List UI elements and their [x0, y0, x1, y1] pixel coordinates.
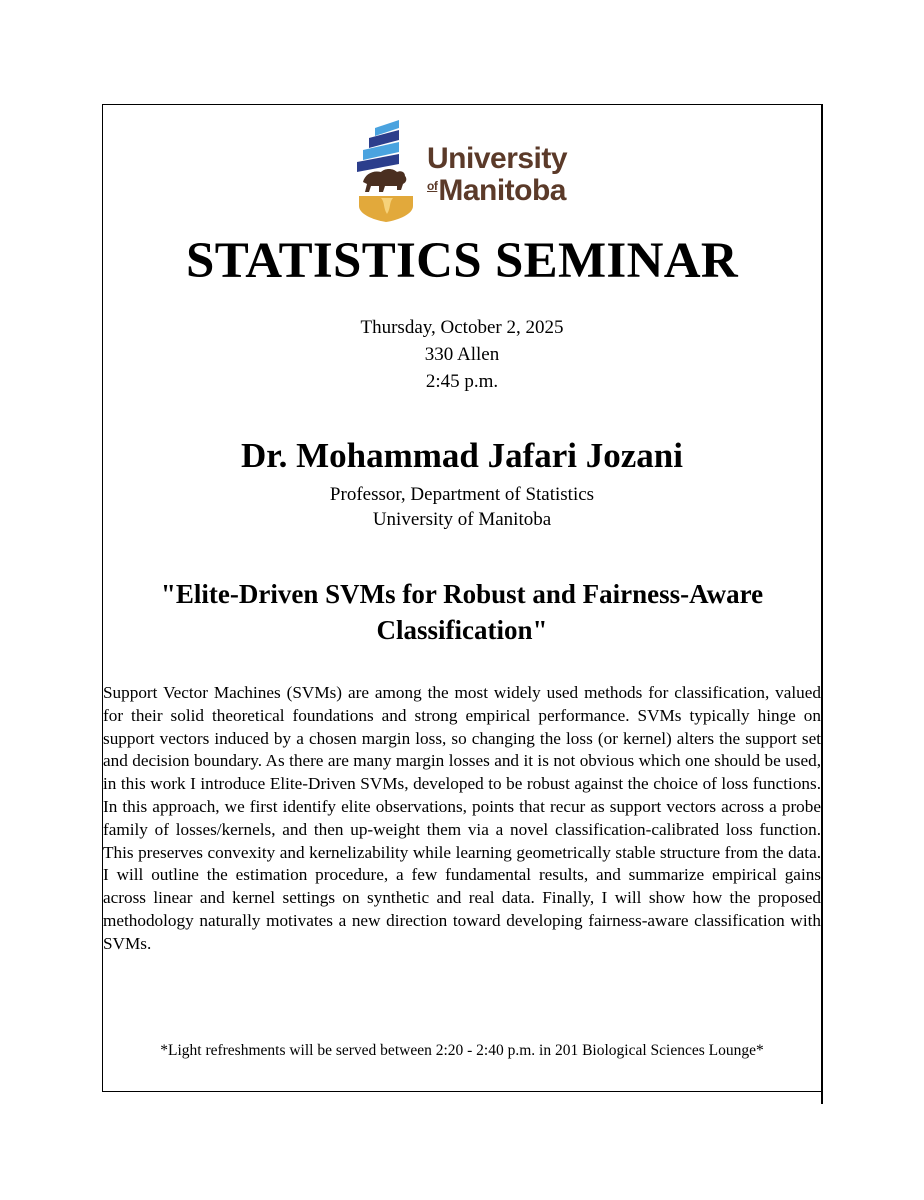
speaker-institution: University of Manitoba: [372, 509, 552, 530]
event-info: [102, 314, 822, 395]
wordmark-line-manitoba: [427, 176, 567, 206]
speaker-affiliation: [102, 482, 822, 532]
bison-shield-icon: [355, 120, 417, 222]
wordmark-of: of: [427, 179, 438, 193]
speaker-name: Dr. Mohammad Jafari Jozani: [240, 436, 683, 475]
wordmark-line-university: University: [427, 142, 568, 175]
seminar-title: STATISTICS SEMINAR: [186, 233, 738, 289]
university-wordmark: [427, 144, 567, 206]
event-location: 330 Allen: [424, 344, 500, 365]
wordmark-manitoba: Manitoba: [438, 174, 566, 207]
refreshments-note: *Light refreshments will be served between 2:20 - 2:40 p.m. in 201 Biological Sciences Lounge*: [160, 1042, 764, 1059]
event-time: 2:45 p.m.: [425, 371, 499, 392]
talk-abstract: Support Vector Machines (SVMs) are among the most widely used methods for classification, valued for their solid theoretical foundations and strong empirical performance. SVMs typically hinge on support vectors induced by a chosen margin loss, so changing the loss (or kernel) alters the support set and decision boundary. As there are many margin losses and it is not obvious which one should be used, in this work I introduce Elite-Driven SVMs, developed to be robust against the choice of loss functions. In this approach, we first identify elite observations, points that recur as support vectors across a probe family of losses/kernels, and then up-weight them via a novel classification-calibrated loss function. This preserves convexity and kernelizability while learning geometrically stable structure from the data. I will outline the estimation procedure, a few fundamental results, and summarize empirical gains across linear and kernel settings on synthetic and real data. Finally, I will show how the proposed methodology naturally motivates a new direction toward developing fairness-aware classification with SVMs.: [103, 683, 821, 953]
event-date: Thursday, October 2, 2025: [360, 317, 564, 338]
speaker-position: Professor, Department of Statistics: [329, 484, 595, 505]
talk-title: "Elite-Driven SVMs for Robust and Fairness-Aware Classification": [160, 579, 764, 645]
university-logo: [355, 120, 585, 222]
